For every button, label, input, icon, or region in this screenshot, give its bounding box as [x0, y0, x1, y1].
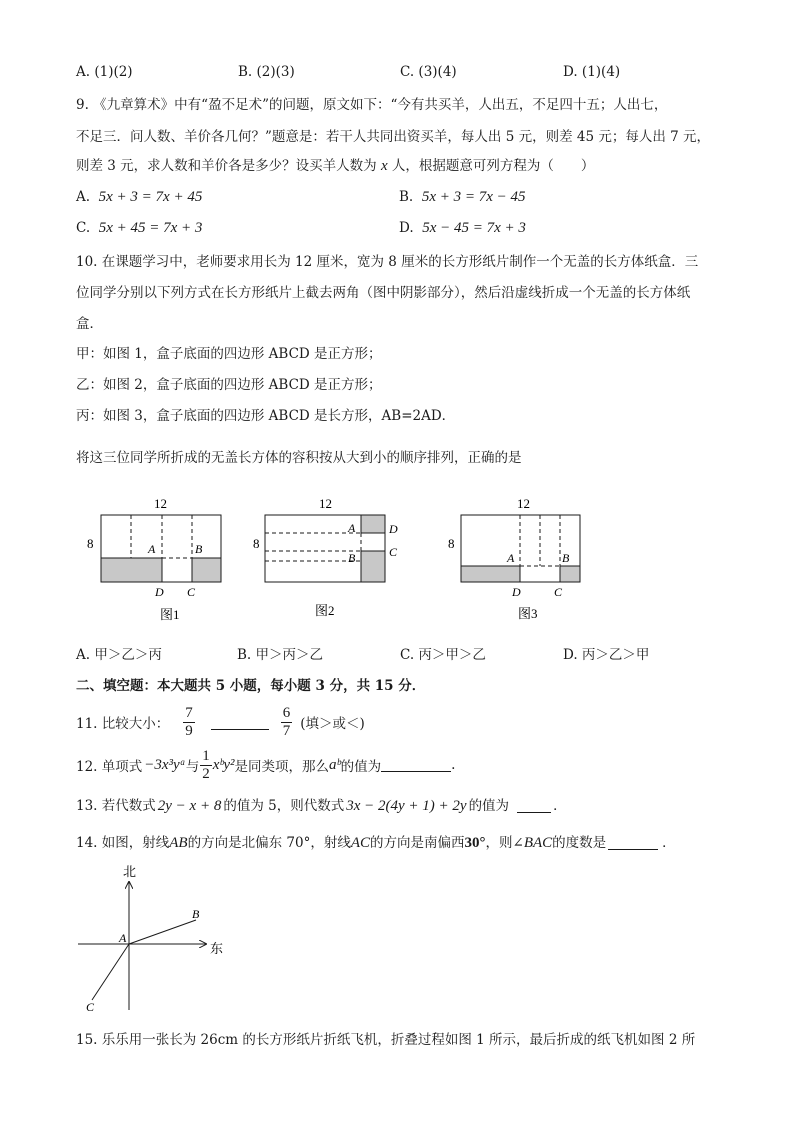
q10-option-a: A. 甲＞乙＞丙	[76, 647, 162, 663]
q12-answer-blank[interactable]	[381, 771, 451, 772]
ray-ab	[129, 920, 196, 944]
fig3-shade-left	[461, 566, 520, 582]
fig3-label-c: C	[554, 585, 563, 599]
point-a-label: A	[119, 931, 127, 945]
q14-degree: 30°	[464, 835, 486, 851]
q10-option-d: D. 丙＞乙＞甲	[563, 647, 650, 663]
fig3-caption: 图3	[518, 606, 538, 621]
fig3-label-b: B	[562, 551, 570, 565]
q11-fraction-2: $\frac{6}{7}$	[282, 704, 291, 739]
q9-stem-line1: 9. 《九章算术》中有“盈不足术”的问题，原文如下：“今有共买羊，人出五，不足四十五；人出七，	[76, 97, 668, 113]
q9-stem-line3: 则差 3 元，求人数和羊价各是多少？设买羊人数为 x 人，根据题意可列方程为（ ）	[76, 158, 595, 174]
q8-option-b: B. (2)(3)	[238, 64, 295, 80]
q12-power: aᵇ	[329, 756, 341, 773]
fig2-shade-top	[361, 515, 385, 533]
point-c-label: C	[86, 1000, 95, 1014]
fig2-label-a: A	[348, 521, 356, 535]
ray-ac	[92, 944, 129, 1000]
point-b-label: B	[192, 907, 200, 921]
q10-stem-line1: 10. 在课题学习中，老师要求用长为 12 厘米，宽为 8 厘米的长方形纸片制作一个无盖的长方体纸盒．三	[76, 254, 699, 270]
fig3-label-a: A	[507, 551, 515, 565]
q14-angle: BAC	[523, 835, 553, 851]
q11-suffix: (填＞或＜)	[300, 716, 365, 732]
q8-option-d: D. (1)(4)	[563, 64, 621, 80]
fig2-shade-bottom	[361, 551, 385, 582]
fig3-top-label: 12	[517, 496, 530, 511]
east-label: 东	[210, 941, 224, 956]
fig2-label-c: C	[389, 545, 398, 559]
q10-stem-line3: 盒．	[76, 316, 103, 332]
q10-statement-bing: 丙：如图 3，盒子底面的四边形 ABCD 是长方形，AB=2AD．	[76, 408, 456, 424]
fig3-side-label: 8	[448, 536, 455, 551]
fig1-shade-right	[192, 558, 221, 582]
q15-stem-line1: 15. 乐乐用一张长为 26cm 的长方形纸片折纸飞机，折叠过程如图 1 所示，最后折成的纸飞机如图 2 所	[76, 1032, 696, 1048]
q12-term1: −3x³yᵃ	[144, 756, 186, 773]
q11-answer-blank[interactable]	[211, 729, 269, 730]
fig1-shade-left	[101, 558, 162, 582]
q10-figure-3	[442, 490, 612, 624]
q8-option-a: A. (1)(2)	[76, 64, 133, 80]
q10-figure-1	[82, 490, 252, 624]
q9-option-c: C. 5x + 45 = 7x + 3	[76, 220, 203, 236]
fig3-label-d: D	[512, 585, 521, 599]
q13-expr1: 2y − x + 8	[157, 798, 222, 814]
fig2-top-label: 12	[319, 496, 332, 511]
q14-ray-ab: AB	[169, 835, 188, 851]
fig1-side-label: 8	[87, 536, 94, 551]
north-label: 北	[123, 864, 137, 879]
q13-expr2: 3x − 2(4y + 1) + 2y	[346, 798, 467, 814]
fig2-label-b: B	[348, 551, 356, 565]
q10-statement-yi: 乙：如图 2，盒子底面的四边形 ABCD 是正方形；	[76, 377, 382, 393]
fig1-label-b: B	[195, 542, 203, 556]
q10-option-b: B. 甲＞丙＞乙	[237, 647, 324, 663]
q13: 13. 若代数式 2y − x + 8 的值为 5，则代数式 3x − 2(4y + 1) + 2y 的值为 ．	[76, 798, 567, 814]
fig1-caption: 图1	[160, 607, 180, 622]
q9-stem-line2: 不足三．问人数、羊价各几何？”题意是：若干人共同出资买羊，每人出 5 元，则差 45 元；每人出 7 元，	[76, 129, 711, 145]
q11	[76, 702, 365, 742]
q11-fraction-1: $\frac{7}{9}$	[185, 704, 193, 739]
q9-option-b: B. 5x + 3 = 7x − 45	[399, 189, 526, 205]
q10-statement-jia: 甲：如图 1，盒子底面的四边形 ABCD 是正方形；	[76, 346, 382, 362]
fig1-label-a: A	[148, 542, 156, 556]
fig1-top-label: 12	[154, 496, 167, 511]
q10-stem-line2: 位同学分别以下列方式在长方形纸片上截去两角（图中阴影部分），然后沿虚线折成一个无盖的长方体纸	[76, 285, 691, 301]
section-2-heading: 二、填空题：本大题共 5 小题，每小题 3 分，共 15 分．	[76, 678, 426, 694]
q10-question: 将这三位同学所折成的无盖长方体的容积按从大到小的顺序排列，正确的是	[76, 450, 522, 466]
q10-option-c: C. 丙＞甲＞乙	[400, 647, 486, 663]
fig2-label-d: D	[389, 522, 398, 536]
q10-figure-2	[247, 490, 417, 624]
fig3-shade-right	[560, 566, 580, 582]
q14-ray-ac: AC	[350, 835, 370, 851]
q14: 14. 如图，射线 AB 的方向是北偏东 70°，射线 AC 的方向是南偏西 30° ，则∠ BAC 的度数是 ．	[76, 835, 676, 851]
fig1-label-d: D	[155, 585, 164, 599]
fig1-label-c: C	[187, 585, 196, 599]
q9-option-a: A. 5x + 3 = 7x + 45	[76, 189, 203, 205]
q11-prefix: 11. 比较大小：	[76, 716, 170, 732]
q13-answer-blank[interactable]	[517, 812, 551, 813]
fig2-caption: 图2	[315, 603, 335, 618]
q12-term2: xᵇy²	[212, 756, 235, 773]
q9-option-d: D. 5x − 45 = 7x + 3	[399, 220, 526, 236]
q12: 12. 单项式 −3x³yᵃ 与 $\frac{1}{2}$ xᵇy² 是同类项，那么 aᵇ 的值为 .	[76, 747, 456, 782]
fig2-side-label: 8	[253, 536, 260, 551]
q14-figure	[72, 862, 242, 1018]
q12-half-fraction: $\frac{1}{2}$	[202, 747, 210, 782]
q14-answer-blank[interactable]	[608, 849, 658, 850]
q8-option-c: C. (3)(4)	[400, 64, 457, 80]
